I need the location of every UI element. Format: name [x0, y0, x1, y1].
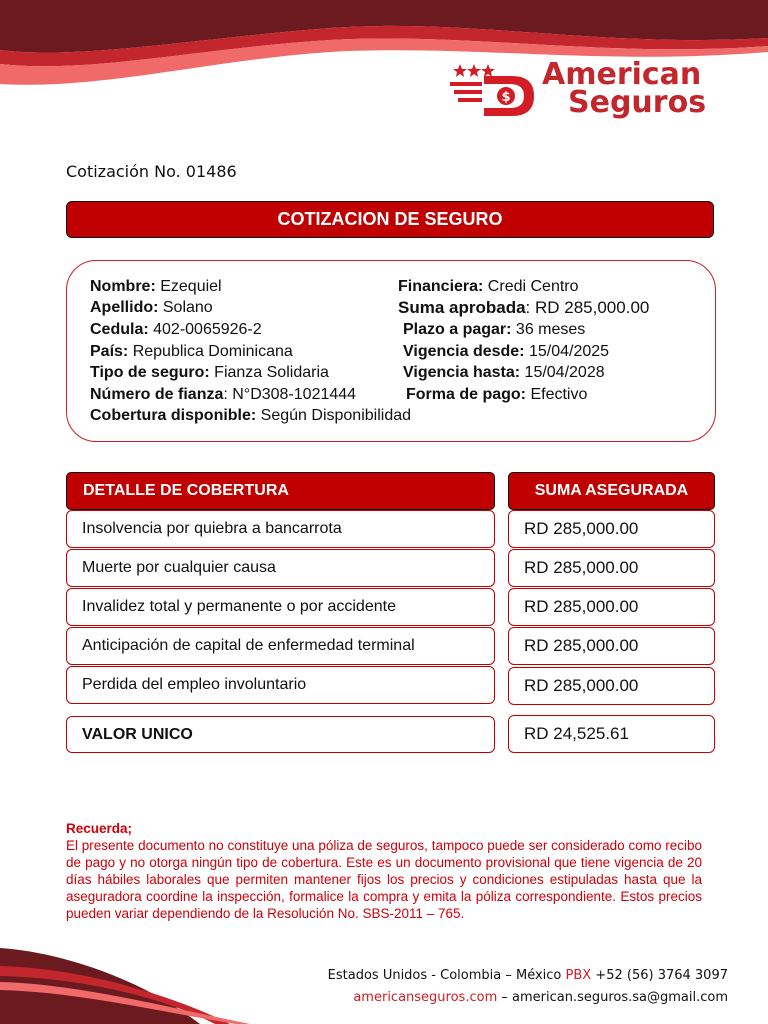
coverage-amount-header-label: SUMA ASEGURADA	[534, 482, 689, 499]
field-tipo-seguro	[90, 363, 329, 382]
dollar-shield-icon	[446, 60, 546, 120]
total-row-label	[66, 716, 495, 753]
field-label: Apellido:	[90, 299, 159, 316]
field-label: Cedula:	[90, 321, 149, 338]
field-label: Forma de pago:	[406, 386, 527, 403]
field-cedula	[90, 320, 262, 339]
coverage-detail: Invalidez total y permanente o por accidente	[82, 598, 396, 615]
coverage-row-detail	[66, 549, 495, 587]
field-nombre	[90, 277, 222, 296]
field-label: Cobertura disponible:	[90, 407, 257, 424]
field-label: Suma aprobada	[398, 298, 526, 317]
field-value: Credi Centro	[483, 278, 579, 295]
field-value: Solano	[158, 299, 213, 316]
footer-web-line	[353, 990, 728, 1005]
document-title: COTIZACION DE SEGURO	[277, 209, 503, 229]
field-label: País:	[90, 343, 129, 360]
field-value: Fianza Solidaria	[209, 364, 329, 381]
coverage-amount-header	[508, 472, 715, 510]
logo-text-seguros: Seguros	[568, 85, 707, 120]
field-cobertura-disponible	[90, 406, 411, 425]
field-value: 402-0065926-2	[148, 321, 262, 338]
coverage-amount: RD 285,000.00	[524, 676, 639, 695]
field-label: Tipo de seguro:	[90, 364, 210, 381]
field-label: Plazo a pagar:	[403, 321, 512, 338]
field-value: 36 meses	[511, 321, 586, 338]
disclaimer-notice	[66, 820, 702, 922]
coverage-row-amount	[508, 667, 715, 705]
coverage-amount: RD 285,000.00	[524, 558, 639, 577]
coverage-row-detail	[66, 510, 495, 548]
coverage-amount: RD 285,000.00	[524, 519, 639, 538]
footer-phone: +52 (56) 3764 3097	[591, 968, 728, 983]
field-value: : N°D308-1021444	[223, 386, 357, 403]
coverage-detail-header	[66, 472, 495, 510]
field-suma-aprobada	[398, 298, 649, 317]
field-value: Según Disponibilidad	[256, 407, 412, 424]
field-value: Ezequiel	[155, 278, 222, 295]
coverage-detail-header-label: DETALLE DE COBERTURA	[83, 482, 289, 499]
field-vigencia-desde	[403, 342, 609, 361]
notice-title: Recuerda;	[66, 821, 133, 836]
field-label: Vigencia hasta:	[403, 364, 521, 381]
field-label: Nombre:	[90, 278, 156, 295]
field-plazo	[403, 320, 585, 339]
client-info-box	[66, 260, 716, 442]
total-label: VALOR UNICO	[82, 725, 193, 743]
field-value: 15/04/2028	[520, 364, 605, 381]
field-numero-fianza	[90, 385, 356, 404]
field-label: Número de fianza	[90, 386, 224, 403]
field-value: 15/04/2025	[524, 343, 610, 360]
coverage-row-amount	[508, 627, 715, 665]
coverage-detail: Muerte por cualquier causa	[82, 559, 276, 576]
field-value: : RD 285,000.00	[525, 298, 650, 317]
document-title-bar	[66, 201, 714, 238]
footer-email[interactable]: – american.seguros.sa@gmail.com	[497, 990, 728, 1005]
coverage-row-amount	[508, 588, 715, 626]
notice-body: El presente documento no constituye una póliza de seguros, tampoco puede ser considerado como recibo de pago y no otorga ningún tipo de cobertura. Este es un documento provisional que tiene vigencia de 20 días hábiles laborales que permiten mantener fijos los precios y condiciones estipuladas hasta que la aseguradora coordine la inspección, formalice la compra y emita la póliza correspondiente. Estos precios pueden variar dependiendo de la Resolución No. SBS-2011 – 765.	[66, 838, 702, 921]
field-forma-pago	[406, 385, 587, 404]
total-row-amount	[508, 715, 715, 753]
field-vigencia-hasta	[403, 363, 605, 382]
coverage-detail: Insolvencia por quiebra a bancarrota	[82, 520, 342, 537]
field-value: Republica Dominicana	[128, 343, 293, 360]
coverage-row-detail	[66, 588, 495, 626]
svg-text:$: $	[501, 90, 511, 105]
field-label: Financiera:	[398, 278, 484, 295]
coverage-detail: Anticipación de capital de enfermedad terminal	[82, 637, 415, 654]
coverage-row-detail	[66, 666, 495, 704]
brand-logo	[446, 57, 707, 124]
coverage-detail: Perdida del empleo involuntario	[82, 676, 307, 693]
coverage-amount: RD 285,000.00	[524, 636, 639, 655]
coverage-row-amount	[508, 510, 715, 548]
field-pais	[90, 342, 293, 361]
field-apellido	[90, 298, 213, 317]
coverage-amount: RD 285,000.00	[524, 597, 639, 616]
footer-pbx-label: PBX	[565, 968, 592, 983]
field-value: Efectivo	[526, 386, 588, 403]
total-amount: RD 24,525.61	[524, 724, 629, 743]
footer-contact-line	[328, 968, 728, 983]
field-financiera	[398, 277, 579, 296]
quote-number: Cotización No. 01486	[66, 162, 237, 181]
field-label: Vigencia desde:	[403, 343, 525, 360]
coverage-row-detail	[66, 627, 495, 665]
coverage-row-amount	[508, 549, 715, 587]
logo-text-american: American	[542, 57, 702, 92]
footer-website-link[interactable]: americanseguros.com	[353, 990, 498, 1005]
footer-countries: Estados Unidos - Colombia – México	[327, 968, 566, 983]
